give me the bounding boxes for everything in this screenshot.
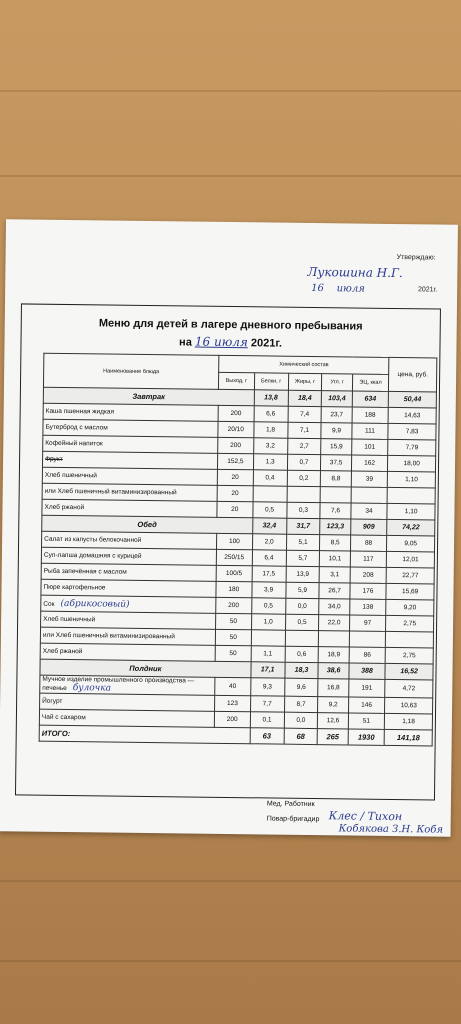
cell-p: 1,3 xyxy=(253,454,287,470)
dish-name: Каша пшенная жидкая xyxy=(45,407,115,416)
header-protein: Белки, г xyxy=(254,373,288,390)
cell-out: 50 xyxy=(216,613,252,629)
cell-out: 200 xyxy=(214,711,250,727)
section-total: 16,52 xyxy=(385,663,433,680)
cell-e: 97 xyxy=(349,615,386,631)
cell-p: 1,1 xyxy=(251,646,285,662)
subtitle-year: 2021г. xyxy=(250,337,283,350)
section-total: 38,6 xyxy=(318,663,348,679)
approval-month: июля xyxy=(336,283,365,295)
cook-signature: Кобякова З.Н. Кобя xyxy=(338,823,444,836)
cell-p: 6,6 xyxy=(254,406,288,422)
total-value: 265 xyxy=(318,729,348,745)
header-dish: Наименование блюда xyxy=(43,353,218,389)
cell-c: 34,0 xyxy=(319,599,349,615)
dish-name: Сок xyxy=(43,600,55,608)
section-total: 50,44 xyxy=(389,391,437,408)
approval-day: 16 xyxy=(311,282,324,295)
section-total: 32,4 xyxy=(252,518,286,534)
dish-name: Мучное изделие промышленного производства — печенье xyxy=(42,675,195,693)
section-name: Завтрак xyxy=(43,387,254,406)
cell-c: 8,8 xyxy=(321,471,351,487)
cell-out: 250/15 xyxy=(216,549,252,565)
cell-f xyxy=(285,630,319,646)
cell-out: 200 xyxy=(216,597,252,613)
signatures xyxy=(267,800,320,831)
cell-p: 1,8 xyxy=(253,422,287,438)
cell-price: 7,79 xyxy=(388,439,436,456)
cell-p xyxy=(253,486,287,502)
cell-f: 0,2 xyxy=(287,470,321,486)
dish-name: Салат из капусты белокочанной xyxy=(44,535,142,544)
section-total: 17,1 xyxy=(251,662,285,678)
dish-name: или Хлеб пшеничный витаминизированный xyxy=(44,487,177,497)
cell-out: 20 xyxy=(217,501,253,517)
cell-e: 188 xyxy=(352,407,389,423)
cell-e: 51 xyxy=(348,713,385,729)
cell-c xyxy=(321,487,351,503)
cell-price: 2,75 xyxy=(385,647,433,664)
cell-f: 5,1 xyxy=(286,534,320,550)
cell-out: 100/5 xyxy=(216,565,252,581)
cell-c: 23,7 xyxy=(321,407,351,423)
cell-f: 9,6 xyxy=(284,678,318,696)
dish-name: Чай с сахаром xyxy=(41,713,86,722)
cell-f: 13,9 xyxy=(286,566,320,582)
menu-table xyxy=(39,353,438,747)
header-out: Выход, г xyxy=(218,372,254,389)
dish-name: Хлеб ржаной xyxy=(42,647,83,656)
cell-c: 3,1 xyxy=(320,567,350,583)
cell-out: 123 xyxy=(215,695,251,711)
cell-e: 146 xyxy=(348,697,385,713)
cell-e: 88 xyxy=(350,535,387,551)
cell-out: 20/10 xyxy=(218,421,254,437)
cell-p: 9,3 xyxy=(250,678,284,696)
dish-name: Бутерброд с маслом xyxy=(45,423,108,432)
cell-out: 40 xyxy=(215,677,251,695)
cell-e: 208 xyxy=(350,567,387,583)
cell-price xyxy=(386,631,434,648)
section-total: 103,4 xyxy=(322,391,352,407)
cook-label: Повар-бригадир xyxy=(266,815,320,824)
cell-c: 18,9 xyxy=(319,647,349,663)
cell-out: 50 xyxy=(215,645,251,661)
cell-price xyxy=(387,487,435,504)
total-value: 68 xyxy=(284,728,318,744)
section-total: 74,22 xyxy=(387,519,435,536)
cell-f: 5,9 xyxy=(285,582,319,598)
total-row xyxy=(39,725,432,746)
cell-p: 7,7 xyxy=(250,696,284,712)
cell-f: 0,3 xyxy=(286,502,320,518)
cell-f: 0,6 xyxy=(285,646,319,662)
cell-out: 152,5 xyxy=(217,453,253,469)
total-value: 141,18 xyxy=(384,729,432,746)
cell-c: 16,8 xyxy=(318,679,348,697)
cell-p: 0,4 xyxy=(253,470,287,486)
dish-name: Хлеб пшеничный xyxy=(44,471,97,480)
cell-out: 180 xyxy=(216,581,252,597)
cell-price: 1,18 xyxy=(385,713,433,730)
header-chem: Химический состав xyxy=(219,355,390,374)
cell-price: 9,05 xyxy=(387,535,435,552)
cell-p: 3,2 xyxy=(253,438,287,454)
cell-p xyxy=(251,630,285,646)
section-total: 123,3 xyxy=(320,519,350,535)
cell-e: 101 xyxy=(351,439,388,455)
dish-name: Суп-лапша домашняя с курицей xyxy=(43,551,142,560)
cell-e: 162 xyxy=(351,455,388,471)
menu-sheet xyxy=(15,303,441,800)
dish-name: Фрукт xyxy=(45,455,63,463)
cell-e xyxy=(351,487,388,503)
cell-p: 0,1 xyxy=(250,712,284,728)
dish-name: Хлеб ржаной xyxy=(44,503,85,512)
medic-signature: Клес / Тихон xyxy=(328,809,403,824)
cell-c: 15,9 xyxy=(321,439,351,455)
cell-c: 9,9 xyxy=(321,423,351,439)
dish-name-cell xyxy=(40,675,215,695)
section-total: 634 xyxy=(352,391,389,407)
cell-f: 5,7 xyxy=(286,550,320,566)
dish-name: Кофейный напиток xyxy=(45,439,103,448)
cell-e: 111 xyxy=(352,423,389,439)
cell-f: 0,7 xyxy=(287,454,321,470)
cell-price: 18,00 xyxy=(388,455,436,472)
section-total: 909 xyxy=(350,519,387,535)
cell-out: 200 xyxy=(218,437,254,453)
dish-name: Рыба запечённая с маслом xyxy=(43,567,127,576)
cell-price: 9,20 xyxy=(386,599,434,616)
cell-e: 39 xyxy=(351,471,388,487)
cell-f: 2,7 xyxy=(287,438,321,454)
cell-c: 10,1 xyxy=(320,551,350,567)
cell-e: 34 xyxy=(351,503,388,519)
cell-price: 4,72 xyxy=(385,679,433,698)
section-total: 388 xyxy=(349,663,386,679)
cell-p: 6,4 xyxy=(252,550,286,566)
section-name: Обед xyxy=(42,515,253,534)
approval-year: 2021г. xyxy=(417,286,438,294)
approval-label: Утверждаю: xyxy=(396,254,436,262)
cell-e: 117 xyxy=(350,551,387,567)
cell-c: 37,5 xyxy=(321,455,351,471)
cell-price: 14,63 xyxy=(388,407,436,424)
cell-f xyxy=(287,486,321,502)
subtitle-prefix: на xyxy=(179,336,192,349)
cell-f: 0,5 xyxy=(285,614,319,630)
header-fat: Жиры, г xyxy=(288,373,322,390)
header-price: цена, руб. xyxy=(389,357,437,392)
menu-title: Меню для детей в лагере дневного пребывания xyxy=(98,317,363,333)
cell-out: 20 xyxy=(217,485,253,501)
cell-out: 20 xyxy=(217,469,253,485)
cell-p: 0,5 xyxy=(251,598,285,614)
subtitle-date: 16 июля xyxy=(194,334,248,350)
cell-c: 8,5 xyxy=(320,535,350,551)
section-total: 18,4 xyxy=(288,390,322,406)
dish-name: Йогурт xyxy=(42,697,63,705)
header-energy: ЭЦ, ккал xyxy=(352,374,389,391)
cell-f: 8,7 xyxy=(284,696,318,712)
cell-e: 138 xyxy=(349,599,386,615)
dish-name: или Хлеб пшеничный витаминизированный xyxy=(42,631,175,641)
approval-date xyxy=(311,283,365,295)
cell-c xyxy=(319,631,349,647)
total-value: 1930 xyxy=(348,729,385,745)
cell-e: 191 xyxy=(348,679,385,697)
cell-f: 0,0 xyxy=(284,712,318,728)
cell-price: 15,69 xyxy=(386,583,434,600)
dish-name: Хлеб пшеничный xyxy=(43,615,96,624)
cell-out: 100 xyxy=(216,533,252,549)
medic-label: Мед. Работник xyxy=(266,800,315,809)
menu-paper xyxy=(0,219,458,836)
dish-name: Пюре картофельное xyxy=(43,583,106,592)
cell-c: 9,2 xyxy=(318,697,348,713)
section-total: 13,8 xyxy=(254,390,288,406)
cell-f: 0,0 xyxy=(285,598,319,614)
cell-price: 10,63 xyxy=(385,697,433,714)
section-total: 18,3 xyxy=(284,662,318,678)
cell-p: 1,0 xyxy=(251,614,285,630)
cell-c: 26,7 xyxy=(319,583,349,599)
cell-c: 12,6 xyxy=(318,713,348,729)
dish-handwritten-note: булочка xyxy=(72,683,112,694)
cell-e: 86 xyxy=(349,647,386,663)
total-label: ИТОГО: xyxy=(39,725,250,744)
cell-price: 2,75 xyxy=(386,615,434,632)
total-value: 63 xyxy=(250,728,284,744)
cell-price: 1,10 xyxy=(387,503,435,520)
cell-price: 1,10 xyxy=(388,471,436,488)
section-total: 31,7 xyxy=(286,518,320,534)
approval-signature: Лукошина Н.Г. xyxy=(307,264,403,281)
cell-f: 7,1 xyxy=(287,422,321,438)
cell-p: 0,5 xyxy=(253,502,287,518)
section-name: Полдник xyxy=(40,659,251,678)
cell-price: 12,01 xyxy=(387,551,435,568)
dish-handwritten-note: (абрикосовый) xyxy=(60,598,130,610)
cell-e: 176 xyxy=(350,583,387,599)
cell-price: 22,77 xyxy=(386,567,434,584)
cell-c: 7,6 xyxy=(320,503,350,519)
menu-subtitle xyxy=(21,332,439,351)
header-carb: Угл. г xyxy=(322,374,352,391)
cell-p: 17,5 xyxy=(252,566,286,582)
cell-out: 50 xyxy=(215,629,251,645)
cell-p: 2,0 xyxy=(252,534,286,550)
cell-out: 200 xyxy=(218,405,254,421)
cell-e xyxy=(349,631,386,647)
cell-c: 22,0 xyxy=(319,615,349,631)
cell-f: 7,4 xyxy=(288,406,322,422)
cell-price: 7,83 xyxy=(388,423,436,440)
cell-p: 3,9 xyxy=(252,582,286,598)
